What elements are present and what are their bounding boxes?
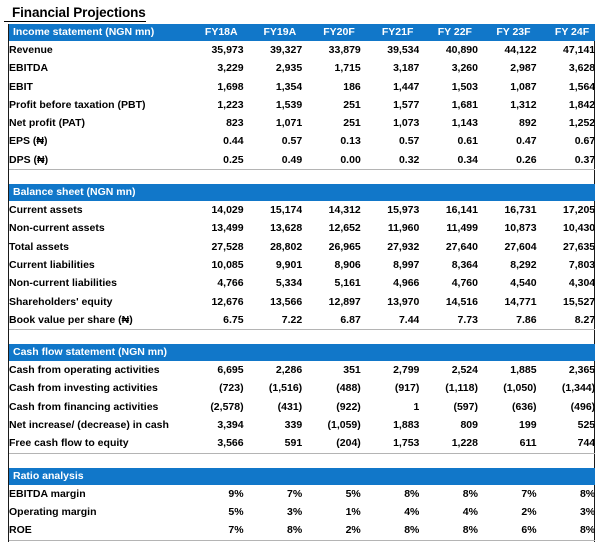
row-value-fy22f: (597): [453, 400, 478, 413]
row-value-fy24f: 744: [577, 437, 596, 450]
row-value-fy23f: 199: [519, 419, 537, 432]
row-value-fy21f: 8%: [404, 487, 420, 500]
table-row: [9, 503, 595, 521]
row-value-fy23f: 16,731: [504, 204, 537, 217]
row-value-fy19a: (1,516): [268, 382, 303, 395]
row-value-fy21f: 3,187: [393, 62, 420, 75]
column-header-fy20f: [302, 468, 361, 485]
row-value-fy24f: 525: [577, 419, 596, 432]
row-value-fy20f: (204): [336, 437, 361, 450]
column-header-fy22f: [419, 344, 478, 361]
column-header-fy18a: [185, 468, 244, 485]
section-rule: [9, 540, 595, 542]
row-value-fy19a: (431): [277, 400, 303, 413]
row-value-fy19a: 9,901: [275, 258, 303, 271]
row-value-fy21f: 1,073: [393, 117, 420, 130]
column-header-fy23f: [478, 468, 537, 485]
section-gap: [9, 331, 595, 344]
row-label: Current liabilities: [9, 258, 95, 271]
row-label: Net increase/ (decrease) in cash: [9, 419, 169, 432]
column-header-fy19a: [244, 344, 303, 361]
row-value-fy20f: 0.00: [340, 153, 361, 166]
row-value-fy23f: 7.86: [516, 313, 537, 326]
row-value-fy21f: 1,447: [393, 80, 420, 93]
column-header-fy20f: [302, 184, 361, 201]
row-value-fy20f: 5,161: [334, 277, 361, 290]
row-value-fy22f: 8%: [462, 487, 478, 500]
row-value-fy18a: (723): [219, 382, 244, 395]
row-value-fy22f: 16,141: [445, 204, 478, 217]
row-value-fy19a: 1,539: [275, 98, 303, 111]
row-value-fy22f: 8%: [462, 524, 478, 537]
row-value-fy20f: 33,879: [328, 44, 361, 56]
row-value-fy20f: (488): [336, 382, 361, 395]
row-value-fy21f: 13,970: [387, 295, 420, 308]
row-value-fy18a: 823: [226, 117, 244, 130]
row-label: DPS (₦): [9, 153, 49, 166]
section-rule-cell: [9, 540, 595, 542]
row-value-fy20f: 251: [343, 98, 361, 111]
column-header-fy22f: FY 22F: [419, 24, 478, 41]
row-value-fy24f: 0.37: [574, 153, 596, 166]
row-value-fy19a: 13,566: [270, 295, 303, 308]
row-value-fy19a: 5,334: [275, 277, 303, 290]
table-row: [9, 398, 595, 416]
row-value-fy20f: 26,965: [328, 240, 361, 253]
row-value-fy19a: 2,286: [275, 364, 303, 377]
row-value-fy23f: 892: [519, 117, 537, 130]
section-gap-cell: [9, 331, 595, 344]
row-value-fy19a: 13,628: [270, 222, 303, 235]
row-value-fy19a: 591: [284, 437, 303, 450]
row-value-fy19a: 3%: [287, 505, 303, 518]
section-header-cash_flow_statement: [9, 344, 595, 361]
row-value-fy21f: 1: [413, 400, 420, 413]
column-header-fy18a: FY18A: [185, 24, 244, 41]
row-value-fy18a: 0.44: [223, 135, 244, 148]
row-value-fy21f: 0.32: [398, 153, 420, 166]
row-value-fy18a: 7%: [228, 524, 244, 537]
row-value-fy20f: 8,906: [334, 258, 361, 271]
row-value-fy18a: 9%: [228, 487, 244, 500]
row-value-fy22f: 7.73: [457, 313, 478, 326]
row-value-fy22f: 0.61: [457, 135, 478, 148]
row-value-fy18a: 4,766: [217, 277, 244, 290]
section-header-label: Ratio analysis: [9, 468, 185, 485]
column-header-fy19a: FY19A: [244, 24, 303, 41]
row-value-fy24f: 8.27: [574, 313, 596, 326]
row-value-fy22f: 1,503: [451, 80, 478, 93]
row-label: Net profit (PAT): [9, 117, 86, 130]
row-value-fy19a: 2,935: [275, 62, 303, 75]
table-row: [9, 293, 595, 311]
row-value-fy23f: 1,087: [510, 80, 537, 93]
row-label: EBITDA margin: [9, 487, 86, 500]
row-value-fy20f: 1,715: [334, 62, 361, 75]
row-value-fy18a: 14,029: [211, 204, 244, 217]
row-label: Book value per share (₦): [9, 313, 133, 326]
row-value-fy19a: 15,174: [270, 204, 303, 217]
row-value-fy24f: 0.67: [574, 135, 596, 148]
row-value-fy22f: 8,364: [451, 258, 478, 271]
row-value-fy18a: 3,229: [217, 62, 244, 75]
row-value-fy19a: 28,802: [270, 240, 303, 253]
row-value-fy20f: 5%: [345, 487, 361, 500]
row-value-fy18a: (2,578): [210, 400, 244, 413]
row-value-fy24f: 3,628: [568, 62, 596, 75]
row-value-fy23f: 2,987: [510, 62, 537, 75]
page-title: Financial Projections: [4, 2, 146, 22]
row-value-fy20f: 14,312: [328, 204, 361, 217]
row-value-fy23f: 611: [519, 437, 537, 450]
row-value-fy23f: (636): [512, 400, 537, 413]
table-row: [9, 114, 595, 132]
row-value-fy19a: 7.22: [281, 313, 303, 326]
row-label: Current assets: [9, 204, 83, 217]
table-row: [9, 361, 595, 379]
row-label: EPS (₦): [9, 135, 48, 148]
column-header-fy24f: FY 24F: [537, 24, 596, 41]
table-row: [9, 274, 595, 292]
row-value-fy24f: (1,344): [561, 382, 596, 395]
table-row: [9, 311, 595, 330]
table-row: [9, 521, 595, 540]
section-header-label: Cash flow statement (NGN mn): [9, 344, 185, 361]
column-header-fy20f: FY20F: [302, 24, 361, 41]
column-header-fy22f: [419, 184, 478, 201]
row-value-fy22f: 1,681: [451, 98, 478, 111]
row-value-fy21f: 8,997: [393, 258, 420, 271]
row-value-fy18a: 12,676: [211, 295, 244, 308]
row-value-fy22f: 40,890: [445, 44, 478, 56]
column-header-fy18a: [185, 184, 244, 201]
row-value-fy19a: 0.49: [281, 153, 303, 166]
row-value-fy19a: 1,354: [275, 80, 303, 93]
row-value-fy24f: (496): [570, 400, 596, 413]
row-value-fy23f: 44,122: [504, 44, 537, 56]
row-value-fy21f: 4%: [404, 505, 420, 518]
row-value-fy23f: 4,540: [510, 277, 537, 290]
column-header-fy21f: [361, 184, 420, 201]
section-gap: [9, 171, 595, 184]
column-header-fy19a: [244, 468, 303, 485]
row-value-fy21f: (917): [394, 382, 420, 395]
row-value-fy22f: (1,118): [445, 382, 478, 395]
row-value-fy24f: 1,842: [568, 98, 596, 111]
row-label: EBITDA: [9, 62, 49, 75]
row-value-fy24f: 1,564: [568, 80, 596, 93]
row-value-fy20f: 186: [343, 80, 361, 93]
row-value-fy23f: 0.47: [516, 135, 537, 148]
row-label: EBIT: [9, 80, 33, 93]
row-value-fy18a: 1,698: [217, 80, 244, 93]
row-value-fy22f: 3,260: [451, 62, 478, 75]
column-header-fy21f: [361, 468, 420, 485]
table-row: [9, 434, 595, 453]
section-gap-cell: [9, 455, 595, 468]
row-value-fy20f: 6.87: [340, 313, 361, 326]
row-label: Free cash flow to equity: [9, 437, 129, 450]
row-value-fy20f: 12,897: [328, 295, 361, 308]
column-header-fy24f: [537, 468, 596, 485]
column-header-fy22f: [419, 468, 478, 485]
row-value-fy20f: 1%: [345, 505, 361, 518]
row-value-fy19a: 39,327: [270, 44, 303, 56]
row-label: Non-current assets: [9, 222, 105, 235]
row-value-fy20f: 2%: [345, 524, 361, 537]
row-label: Cash from financing activities: [9, 400, 159, 413]
row-value-fy22f: 4%: [462, 505, 478, 518]
column-header-fy19a: [244, 184, 303, 201]
row-value-fy19a: 0.57: [281, 135, 303, 148]
row-value-fy18a: 0.25: [223, 153, 244, 166]
row-value-fy22f: 2,524: [451, 364, 478, 377]
section-header-label: Income statement (NGN mn): [9, 24, 185, 41]
row-value-fy24f: 27,635: [563, 240, 596, 253]
financial-projections-table: [9, 24, 595, 542]
table-row: [9, 151, 595, 170]
row-value-fy21f: 4,966: [393, 277, 420, 290]
column-header-fy23f: FY 23F: [478, 24, 537, 41]
table-row: [9, 416, 595, 434]
row-value-fy23f: 2%: [521, 505, 537, 518]
table-row: [9, 78, 595, 96]
table-row: [9, 132, 595, 150]
row-value-fy18a: 35,973: [211, 44, 244, 56]
section-header-ratio_analysis: [9, 468, 595, 485]
table-row: [9, 41, 595, 59]
row-value-fy18a: 27,528: [211, 240, 244, 253]
row-value-fy21f: 0.57: [398, 135, 420, 148]
row-value-fy18a: 6,695: [217, 364, 244, 377]
row-value-fy20f: 0.13: [340, 135, 361, 148]
row-value-fy22f: 1,228: [451, 437, 478, 450]
row-value-fy18a: 13,499: [211, 222, 244, 235]
row-value-fy19a: 8%: [287, 524, 303, 537]
table-row: [9, 379, 595, 397]
row-label: Cash from investing activities: [9, 382, 158, 395]
row-value-fy23f: 6%: [521, 524, 537, 537]
row-value-fy23f: 8,292: [510, 258, 537, 271]
row-value-fy20f: (1,059): [327, 419, 361, 432]
row-label: Shareholders' equity: [9, 295, 113, 308]
row-value-fy20f: (922): [336, 400, 361, 413]
table-row: [9, 485, 595, 503]
table-row: [9, 201, 595, 219]
row-value-fy18a: 5%: [228, 505, 244, 518]
column-header-fy20f: [302, 344, 361, 361]
row-value-fy18a: 6.75: [223, 313, 244, 326]
row-value-fy22f: 11,499: [446, 222, 478, 235]
row-value-fy23f: (1,050): [503, 382, 537, 395]
row-value-fy22f: 14,516: [445, 295, 478, 308]
section-header-balance_sheet: [9, 184, 595, 201]
row-value-fy24f: 4,304: [568, 277, 596, 290]
row-value-fy21f: 27,932: [387, 240, 420, 253]
row-value-fy19a: 339: [284, 419, 303, 432]
row-value-fy18a: 3,566: [217, 437, 244, 450]
table-row: [9, 256, 595, 274]
row-value-fy18a: 10,085: [211, 258, 244, 271]
row-value-fy21f: 11,960: [387, 222, 420, 235]
row-value-fy18a: 3,394: [217, 419, 244, 432]
row-value-fy22f: 4,760: [451, 277, 478, 290]
row-value-fy21f: 7.44: [398, 313, 420, 326]
row-value-fy24f: 10,430: [563, 222, 596, 235]
column-header-fy18a: [185, 344, 244, 361]
row-value-fy24f: 1,252: [568, 117, 596, 130]
row-value-fy24f: 17,205: [563, 204, 596, 217]
table-row: [9, 238, 595, 256]
row-value-fy24f: 2,365: [568, 364, 596, 377]
row-value-fy21f: 39,534: [387, 44, 420, 56]
row-value-fy20f: 12,652: [328, 222, 361, 235]
row-value-fy19a: 7%: [287, 487, 303, 500]
row-value-fy24f: 7,803: [568, 258, 596, 271]
row-value-fy20f: 351: [343, 364, 361, 377]
row-label: Non-current liabilities: [9, 277, 117, 290]
row-value-fy23f: 1,885: [510, 364, 537, 377]
row-value-fy22f: 27,640: [445, 240, 478, 253]
row-value-fy22f: 809: [460, 419, 478, 432]
row-value-fy24f: 8%: [579, 524, 596, 537]
section-header-label: Balance sheet (NGN mn): [9, 184, 185, 201]
column-header-fy21f: FY21F: [361, 24, 420, 41]
column-header-fy24f: [537, 344, 596, 361]
row-value-fy21f: 1,883: [393, 419, 420, 432]
row-value-fy23f: 7%: [521, 487, 537, 500]
row-label: Total assets: [9, 240, 69, 253]
row-value-fy19a: 1,071: [275, 117, 303, 130]
row-value-fy21f: 15,973: [387, 204, 420, 217]
row-value-fy21f: 1,577: [393, 98, 420, 111]
table-row: [9, 59, 595, 77]
row-label: Revenue: [9, 44, 53, 56]
table-row: [9, 96, 595, 114]
row-value-fy23f: 14,771: [504, 295, 537, 308]
row-value-fy24f: 3%: [579, 505, 596, 518]
table-row: [9, 219, 595, 237]
row-value-fy23f: 0.26: [516, 153, 537, 166]
row-value-fy18a: 1,223: [217, 98, 244, 111]
row-label: Cash from operating activities: [9, 364, 160, 377]
row-value-fy22f: 1,143: [451, 117, 478, 130]
row-value-fy22f: 0.34: [457, 153, 478, 166]
row-value-fy21f: 2,799: [393, 364, 420, 377]
row-value-fy24f: 8%: [579, 487, 596, 500]
row-label: Profit before taxation (PBT): [9, 98, 146, 111]
row-value-fy23f: 27,604: [504, 240, 537, 253]
row-value-fy23f: 10,873: [504, 222, 537, 235]
financial-table-frame: [8, 24, 595, 542]
row-label: ROE: [9, 524, 32, 537]
section-header-income_statement: [9, 24, 595, 41]
row-value-fy21f: 8%: [404, 524, 420, 537]
section-gap: [9, 455, 595, 468]
column-header-fy23f: [478, 344, 537, 361]
row-value-fy24f: 15,527: [563, 295, 596, 308]
row-value-fy20f: 251: [343, 117, 361, 130]
section-gap-cell: [9, 171, 595, 184]
column-header-fy21f: [361, 344, 420, 361]
row-value-fy23f: 1,312: [510, 98, 537, 111]
row-value-fy21f: 1,753: [393, 437, 420, 450]
column-header-fy23f: [478, 184, 537, 201]
row-value-fy24f: 47,141: [563, 44, 596, 56]
row-label: Operating margin: [9, 505, 97, 518]
column-header-fy24f: [537, 184, 596, 201]
